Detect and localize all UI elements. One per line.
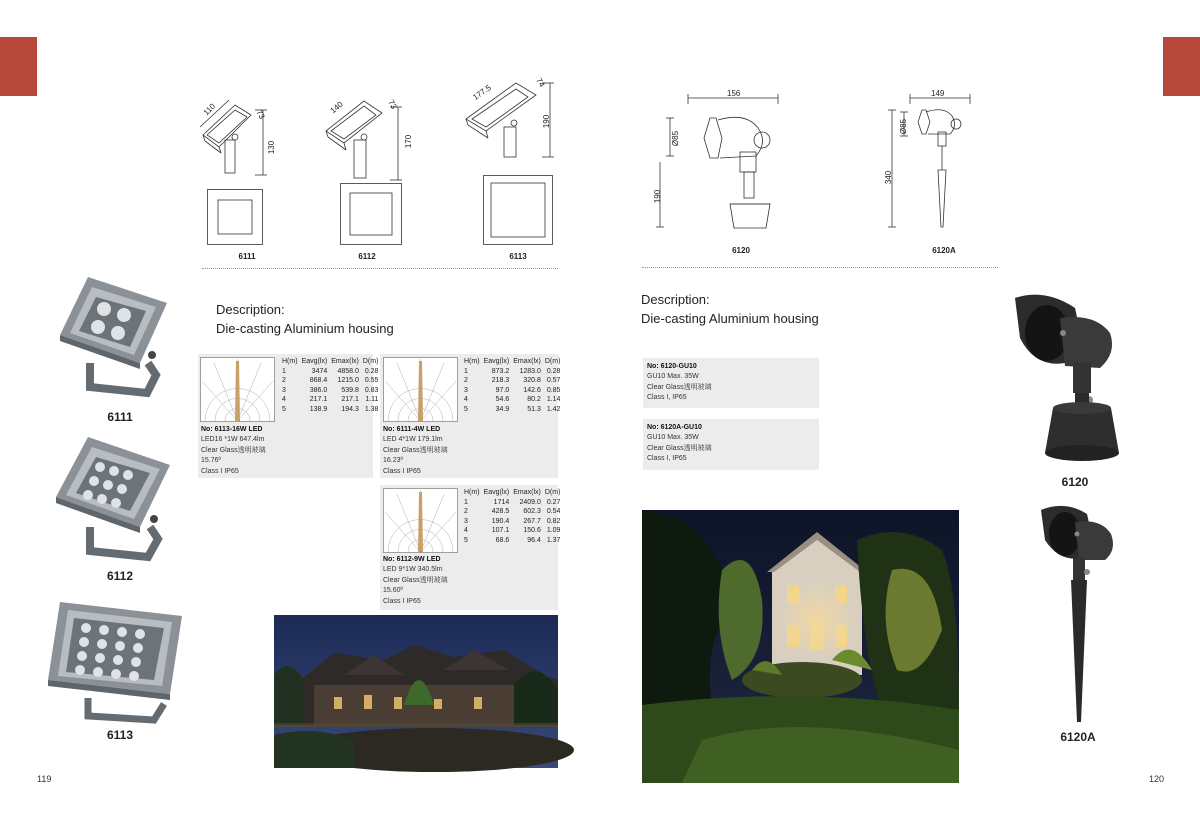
spec-line: 15.76º [201, 457, 222, 465]
table-row: 3 97.0 142.6 0.85 [464, 386, 561, 394]
spec-line: Class I, IP65 [647, 394, 687, 402]
dim-6112-height: 170 [404, 134, 414, 149]
spec-card-6120A [643, 419, 819, 470]
night-house-photo-left [274, 615, 558, 768]
right-divider [642, 267, 998, 268]
drawing-label-6120: 6120 [732, 246, 750, 255]
product-label-6120: 6120 [1061, 475, 1089, 489]
spec-table-6113 [280, 357, 380, 415]
left-description-text: Die-casting Aluminium housing [216, 321, 394, 336]
spec-table-6111 [462, 357, 562, 415]
col-emax: Emax(lx) [513, 489, 541, 496]
product-label-6111: 6111 [107, 410, 133, 424]
right-description-text: Die-casting Aluminium housing [641, 311, 819, 326]
spec-number: No: 6120-GU10 [647, 363, 697, 370]
night-house-photo-right [642, 510, 959, 783]
dim-6120-height: 190 [653, 189, 663, 204]
spec-number: No: 6113-16W LED [201, 426, 263, 433]
col-d: D(m) [544, 358, 561, 365]
dim-6111-height: 130 [267, 140, 277, 155]
spec-line: LED16 *1W 647.4lm [201, 436, 265, 444]
product-image-6112 [50, 435, 175, 565]
col-eavg: Eavg(lx) [483, 489, 510, 496]
dim-6111-width: 110 [201, 101, 218, 118]
spec-line: Class I IP65 [383, 597, 421, 605]
spec-line: Class I, IP65 [647, 455, 687, 463]
spec-line: GU10 Max. 35W [647, 434, 699, 442]
table-row: 1 873.2 1283.0 0.28 [464, 367, 561, 375]
product-image-6120 [1005, 288, 1125, 463]
dim-6112-depth: 73 [386, 98, 399, 111]
left-page-number: 119 [37, 774, 52, 784]
spec-line: 15.60º [383, 587, 404, 595]
table-row: 2 218.3 320.8 0.57 [464, 377, 561, 385]
spec-text-6113 [201, 425, 266, 477]
spec-line: Clear Glass透明玻璃 [647, 444, 712, 452]
col-h: H(m) [464, 358, 480, 365]
dim-6120A-width: 149 [931, 89, 945, 98]
table-row: 5 138.9 194.3 1.38 [282, 405, 379, 413]
right-description-title: Description: [641, 292, 710, 307]
polar-diagram-6113 [200, 357, 275, 422]
dim-6112-width: 140 [328, 99, 345, 116]
col-h: H(m) [464, 489, 480, 496]
drawing-label-6120A: 6120A [932, 246, 956, 255]
dim-6113-height: 190 [542, 114, 552, 129]
product-image-6111 [52, 275, 172, 400]
table-row: 2 868.4 1215.0 0.55 [282, 377, 379, 385]
spec-text-6112 [383, 555, 448, 607]
product-image-6113 [44, 600, 184, 725]
product-label-6113: 6113 [106, 728, 134, 742]
drawing-6112-front [340, 183, 402, 245]
drawing-6120 [650, 92, 785, 232]
product-label-6120A: 6120A [1060, 730, 1096, 744]
spec-line: Class I IP65 [201, 467, 239, 475]
col-emax: Emax(lx) [513, 358, 541, 365]
col-h: H(m) [282, 358, 298, 365]
spec-table-6112 [462, 488, 562, 546]
polar-diagram-6111 [383, 357, 458, 422]
table-row: 4 107.1 150.6 1.09 [464, 527, 561, 535]
spec-number: No: 6111-4W LED [383, 426, 441, 433]
drawing-label-6113: 6113 [509, 252, 527, 261]
spec-line: LED 9*1W 340.5lm [383, 566, 443, 574]
dim-6111-depth: 73 [254, 108, 267, 121]
drawing-6111-front [207, 189, 263, 245]
spec-line: Clear Glass透明玻璃 [201, 446, 266, 454]
col-eavg: Eavg(lx) [301, 358, 328, 365]
table-row: 5 34.9 51.3 1.42 [464, 405, 561, 413]
spec-line: Clear Glass透明玻璃 [383, 576, 448, 584]
spec-line: 16.23º [383, 457, 404, 465]
col-emax: Emax(lx) [331, 358, 359, 365]
left-divider [202, 268, 558, 269]
drawing-6113-front [483, 175, 553, 245]
dim-6120-width: 156 [727, 89, 741, 98]
spec-line: LED 4*1W 179.1lm [383, 436, 443, 444]
table-row: 3 190.4 267.7 0.82 [464, 517, 561, 525]
left-page-tab [0, 37, 37, 96]
dim-6120A-diameter: Ø85 [899, 118, 909, 135]
table-row: 4 217.1 217.1 1.11 [282, 396, 379, 404]
spec-line: Clear Glass透明玻璃 [383, 446, 448, 454]
dim-6120-diameter: Ø85 [671, 130, 681, 147]
table-row: 2 428.5 602.3 0.54 [464, 508, 561, 516]
spec-number: No: 6112-9W LED [383, 556, 441, 563]
col-eavg: Eavg(lx) [483, 358, 510, 365]
dim-6113-depth: 74 [534, 76, 547, 89]
spec-line: GU10 Max. 35W [647, 373, 699, 381]
table-row: 3 386.0 539.8 0.83 [282, 386, 379, 394]
product-image-6120A [1035, 500, 1125, 725]
spec-card-6120 [643, 358, 819, 408]
dim-6113-width: 177.5 [471, 83, 493, 102]
spec-number: No: 6120A-GU10 [647, 424, 702, 431]
col-d: D(m) [362, 358, 379, 365]
table-row: 1 1714 2409.0 0.27 [464, 498, 561, 506]
drawing-6120A [880, 92, 980, 232]
spec-line: Class I IP65 [383, 467, 421, 475]
drawing-label-6111: 6111 [238, 252, 256, 261]
left-description-title: Description: [216, 302, 285, 317]
polar-diagram-6112 [383, 488, 458, 553]
spec-text-6111 [383, 425, 448, 477]
product-label-6112: 6112 [106, 569, 134, 583]
right-page-tab [1163, 37, 1200, 96]
table-row: 1 3474 4858.0 0.28 [282, 367, 379, 375]
right-page-number: 120 [1149, 774, 1165, 784]
table-row: 4 54.6 80.2 1.14 [464, 396, 561, 404]
dim-6120A-height: 340 [884, 170, 894, 185]
drawing-label-6112: 6112 [358, 252, 376, 261]
col-d: D(m) [544, 489, 561, 496]
spec-line: Clear Glass透明玻璃 [647, 383, 712, 391]
table-row: 5 68.6 96.4 1.37 [464, 536, 561, 544]
